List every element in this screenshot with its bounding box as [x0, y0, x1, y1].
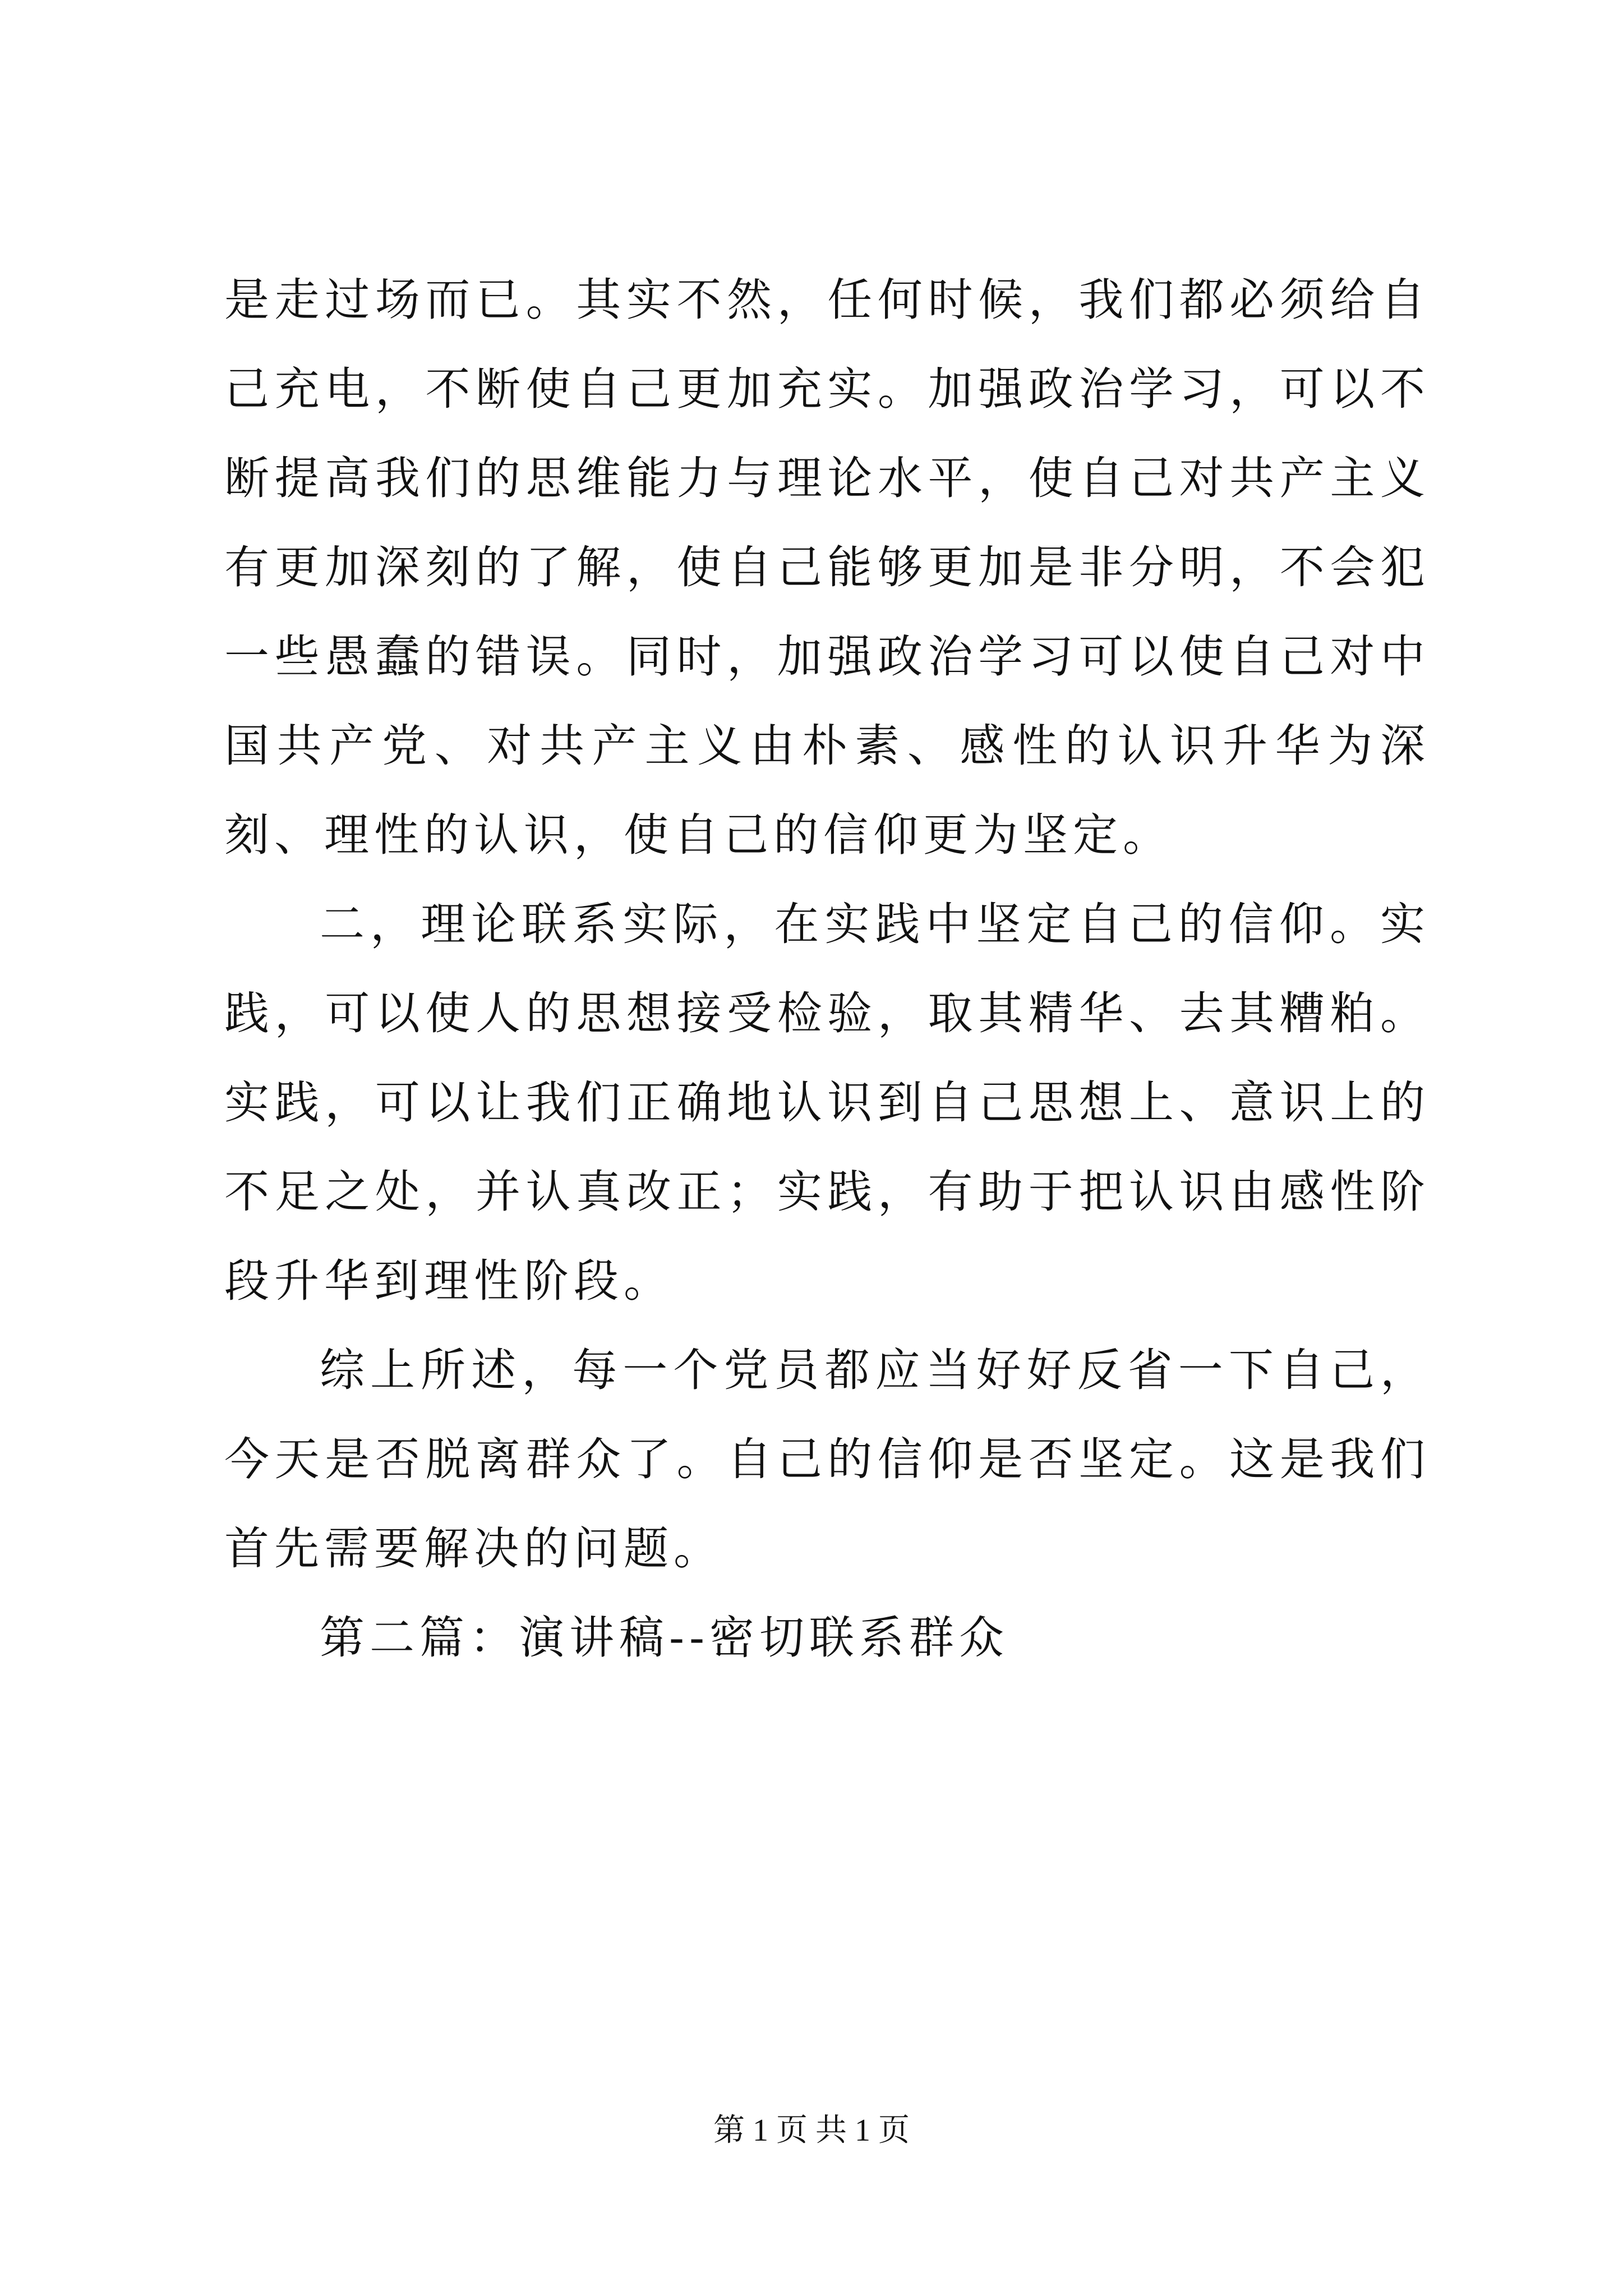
page-footer: 第 1 页 共 1 页 — [713, 2113, 910, 2148]
paragraph-practice: 二，理论联系实际，在实践中坚定自己的信仰。实践，可以使人的思想接受检验，取其精华、去其糟粕。实践，可以让我们正确地认识到自己思想上、意识上的不足之处，并认真改正；实践，有助于把认识由感性阶段升华到理性阶段。 — [224, 898, 1430, 1307]
document-body — [224, 255, 1430, 1682]
paragraph-continuation: 是走过场而已。其实不然，任何时候，我们都必须给自己充电，不断使自己更加充实。加强政治学习，可以不断提高我们的思维能力与理论水平，使自己对共产主义有更加深刻的了解，使自己能够更加是非分明，不会犯一些愚蠢的错误。同时，加强政治学习可以使自己对中国共产党、对共产主义由朴素、感性的认识升华为深刻、理性的认识，使自己的信仰更为坚定。 — [224, 274, 1430, 861]
section-heading: 第二篇：演讲稿--密切联系群众 — [320, 1612, 1009, 1664]
paragraph-conclusion: 综上所述，每一个党员都应当好好反省一下自己，今天是否脱离群众了。自己的信仰是否坚定。这是我们首先需要解决的问题。 — [224, 1344, 1430, 1575]
